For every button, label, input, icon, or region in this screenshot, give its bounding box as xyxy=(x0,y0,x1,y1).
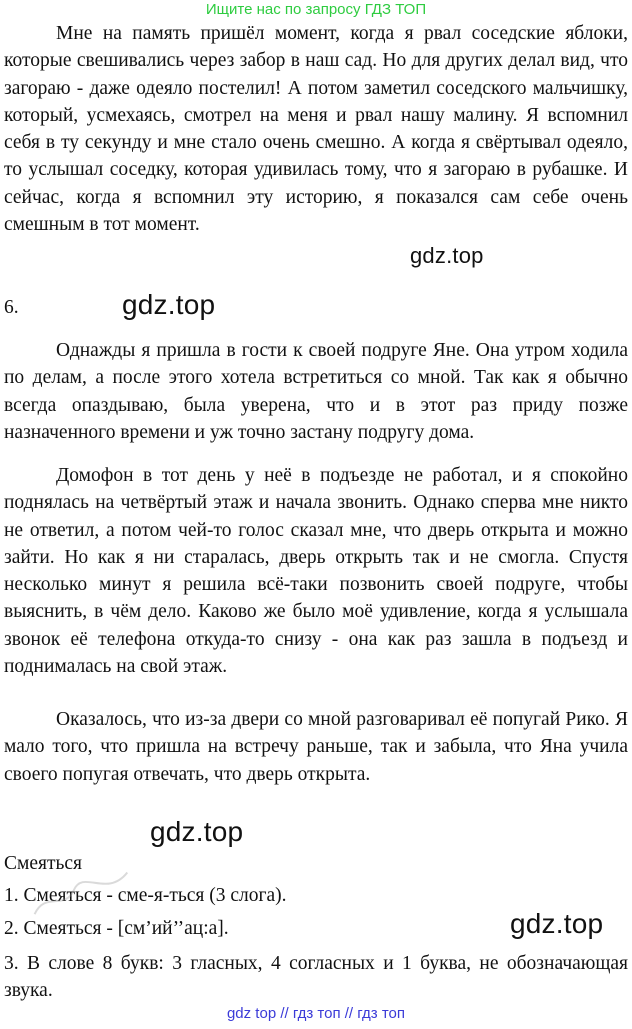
watermark-gdz-2: gdz.top xyxy=(122,289,216,320)
analysis-line-transcription: 2. Смеяться - [см’ий’’ац:а]. xyxy=(4,918,229,939)
watermark-gdz-3: gdz.top xyxy=(150,816,244,847)
paragraph-parrot: Оказалось, что из-за двери со мной разговаривал её попугай Рико. Я мало того, что пришла на встречу раньше, так и забыла, что Яна учила своего попугая отвечать, что дверь открыта. xyxy=(4,709,628,785)
section-number: 6. xyxy=(4,297,19,318)
analysis-word: Смеяться xyxy=(4,853,83,874)
paragraph-visit-yana: Однажды я пришла в гости к своей подруге Яне. Она утром ходила по делам, а после этого хотела встретиться со мной. Так как я обычно всегда опаздываю, была уверена, что и в этот раз приду позже назначенного времени и уж точно застану подругу дома. xyxy=(4,340,628,443)
analysis-line-syllables: 1. Смеяться - сме-я-ться (3 слога). xyxy=(4,885,287,906)
paragraph-intercom: Домофон в тот день у неё в подъезде не работал, и я спокойно поднялась на четвёртый этаж и начала звонить. Однако сперва мне никто не ответил, а потом чей-то голос сказал мне, что дверь открыта и можно зайти. Но как я ни старалась, дверь открыть так и не смогла. Спустя несколько минут я решила всё-таки позвонить своей подруге, чтобы выяснить, в чём дело. Каково же было моё удивление, когда я услышала звонок её телефона откуда-то снизу - она как раз зашла в подъезд и поднималась на свой этаж. xyxy=(4,465,628,678)
watermark-gdz-4: gdz.top xyxy=(510,908,604,939)
analysis-line-letters: 3. В слове 8 букв: 3 гласных, 4 согласных и 1 буква, не обозначающая звука. xyxy=(4,953,628,1002)
paragraph-memory-story: Мне на память пришёл момент, когда я рвал соседские яблоки, которые свешивались через забор в наш сад. Но для других делал вид, что загораю - даже одеяло постелил! А потом заметил соседского мальчишку, который, усмехаясь, смотрел на меня и рвал нашу малину. Я вспомнил себя в ту секунду и мне стало очень смешно. А когда я свёртывал одеяло, то услышал соседку, которая удивилась тому, что я загораю в рубашке. И сейчас, когда я вспомнил эту историю, я показался сам себе очень смешным в тот момент. xyxy=(4,23,628,236)
footer-links[interactable]: gdz top // гдз топ // гдз топ xyxy=(226,1005,406,1022)
header-search-link[interactable]: Ищите нас по запросу ГДЗ ТОП xyxy=(205,1,427,18)
watermark-gdz-1: gdz.top xyxy=(410,243,484,268)
